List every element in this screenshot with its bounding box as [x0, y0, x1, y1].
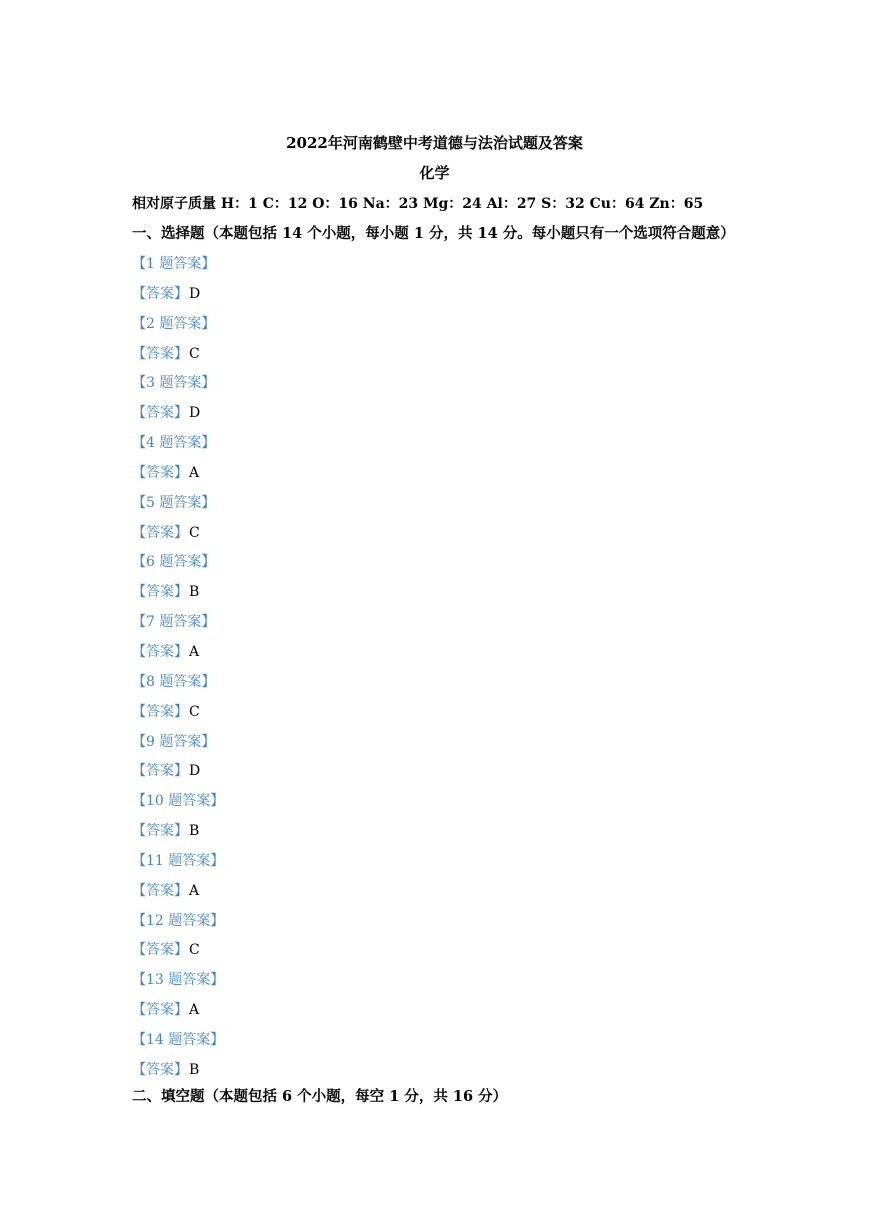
answer-row — [132, 820, 732, 850]
section-2-heading: 二、填空题（本题包括 6 个小题，每空 1 分，共 16 分） — [132, 1088, 508, 1105]
question-label: 【3 题答案】 — [132, 375, 216, 392]
question-label-row — [132, 432, 732, 462]
answer-list — [132, 253, 732, 1089]
answer-value: C — [189, 524, 200, 541]
answer-tag: 【答案】 — [132, 823, 188, 840]
answer-tag: 【答案】 — [132, 882, 188, 899]
answer-value: A — [189, 1002, 200, 1019]
answer-value: B — [189, 584, 200, 601]
answer-tag: 【答案】 — [132, 524, 188, 541]
answer-value: C — [189, 345, 200, 362]
answer-value: C — [189, 703, 200, 720]
answer-tag: 【答案】 — [132, 942, 188, 959]
document-subject: 化学 — [419, 164, 450, 182]
answer-tag: 【答案】 — [132, 763, 188, 780]
question-label-row — [132, 611, 732, 641]
answer-value: D — [189, 763, 201, 780]
answer-row — [132, 462, 732, 492]
answer-row — [132, 641, 732, 671]
question-label: 【1 题答案】 — [132, 256, 216, 272]
answer-row — [132, 880, 732, 910]
answer-tag: 【答案】 — [132, 584, 188, 601]
answer-tag: 【答案】 — [132, 643, 188, 660]
answer-row — [132, 283, 732, 313]
answer-row — [132, 581, 732, 611]
question-label: 【7 题答案】 — [132, 614, 216, 631]
answer-row — [132, 402, 732, 432]
answer-row — [132, 522, 732, 552]
answer-value: D — [189, 285, 201, 302]
question-label: 【11 题答案】 — [132, 852, 225, 869]
question-label: 【5 题答案】 — [132, 494, 216, 511]
question-label-row — [132, 850, 732, 880]
answer-value: A — [189, 882, 200, 899]
answer-row — [132, 939, 732, 969]
question-label-row — [132, 313, 732, 343]
question-label: 【2 题答案】 — [132, 315, 216, 332]
question-label-row — [132, 551, 732, 581]
question-label: 【10 题答案】 — [132, 793, 225, 810]
answer-tag: 【答案】 — [132, 405, 188, 422]
question-label-row — [132, 790, 732, 820]
question-label-row — [132, 910, 732, 940]
atomic-masses-line: 相对原子质量 H：1 C：12 O：16 Na：23 Mg：24 Al：27 S：32 Cu：64 Zn：65 — [132, 196, 704, 212]
question-label: 【9 题答案】 — [132, 733, 216, 750]
question-label: 【6 题答案】 — [132, 554, 216, 571]
answer-tag: 【答案】 — [132, 345, 188, 362]
question-label: 【8 题答案】 — [132, 673, 216, 690]
answer-tag: 【答案】 — [132, 1002, 188, 1019]
answer-value: D — [189, 405, 201, 422]
question-label-row — [132, 969, 732, 999]
answer-value: B — [189, 823, 200, 840]
answer-value: C — [189, 942, 200, 959]
question-label-row — [132, 492, 732, 522]
question-label: 【12 题答案】 — [132, 912, 225, 929]
answer-value: B — [189, 1061, 200, 1078]
question-label-row — [132, 731, 732, 761]
question-label-row — [132, 1029, 732, 1059]
answer-row — [132, 760, 732, 790]
answer-tag: 【答案】 — [132, 464, 188, 481]
section-1-heading: 一、选择题（本题包括 14 个小题，每小题 1 分，共 14 分。每小题只有一个选项符合题意） — [132, 225, 735, 242]
document-title: 2022年河南鹤壁中考道德与法治试题及答案 — [286, 134, 583, 152]
answer-row — [132, 999, 732, 1029]
question-label-row — [132, 372, 732, 402]
answer-value: A — [189, 464, 200, 481]
answer-row — [132, 1059, 732, 1089]
question-label: 【13 题答案】 — [132, 972, 225, 989]
question-label-row — [132, 671, 732, 701]
answer-row — [132, 343, 732, 373]
question-label: 【4 题答案】 — [132, 435, 216, 452]
question-label-row — [132, 253, 732, 283]
answer-tag: 【答案】 — [132, 1061, 188, 1078]
question-label: 【14 题答案】 — [132, 1031, 225, 1048]
answer-tag: 【答案】 — [132, 285, 188, 302]
answer-row — [132, 701, 732, 731]
answer-tag: 【答案】 — [132, 703, 188, 720]
answer-value: A — [189, 643, 200, 660]
